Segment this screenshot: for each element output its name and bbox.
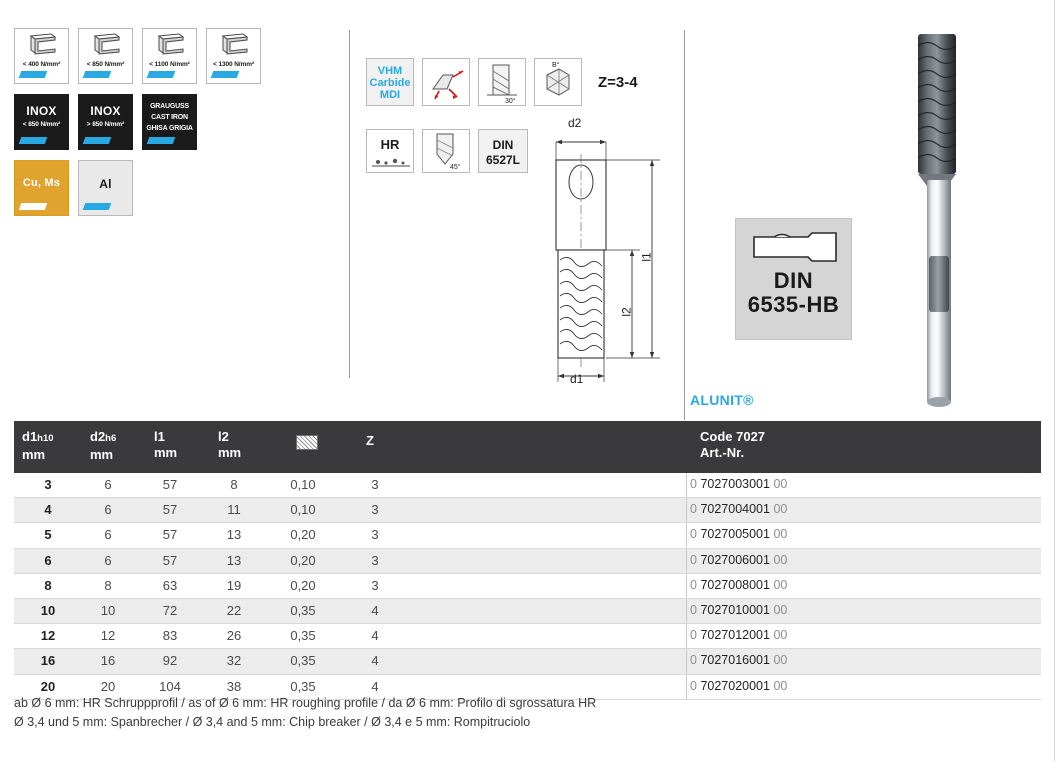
- cell-l1: 63: [162, 577, 178, 593]
- material-cell-al: [78, 160, 133, 216]
- spec-row-2: [366, 129, 528, 173]
- material-cell-inox-850-plus: [78, 94, 133, 150]
- cell-radius: 0,35: [290, 628, 316, 644]
- table-row[interactable]: [14, 498, 1041, 522]
- svg-text:B°: B°: [552, 62, 560, 69]
- cell-radius: 0,20: [290, 577, 316, 593]
- product-table: [14, 421, 1041, 700]
- material-line-2: CAST IRON: [151, 114, 188, 121]
- cell-l1: 57: [162, 552, 178, 568]
- cell-l2: 11: [227, 502, 241, 518]
- cell-z: 4: [371, 678, 379, 694]
- cell-d2: 20: [100, 678, 116, 694]
- dim-label-d2: d2: [568, 116, 582, 130]
- coating-label: ALUNIT®: [690, 392, 754, 408]
- cell-l1: 72: [162, 602, 178, 618]
- spec-din-line1: DIN: [492, 138, 514, 152]
- article-prefix: 0: [690, 552, 701, 567]
- flute-count-label: Z=3-4: [598, 73, 638, 91]
- svg-text:30°: 30°: [505, 98, 516, 105]
- article-suffix: 00: [769, 527, 788, 542]
- cell-z: 4: [371, 628, 379, 644]
- column-divider-left: [349, 30, 350, 378]
- article-main: 7027006001: [700, 552, 770, 567]
- article-prefix: 0: [690, 628, 701, 643]
- cell-z: 3: [371, 527, 379, 543]
- cell-z: 4: [371, 602, 379, 618]
- material-title: INOX: [90, 104, 121, 118]
- material-label: < 400 N/mm²: [22, 61, 61, 68]
- article-prefix: 0: [690, 678, 701, 693]
- row-divider: [686, 523, 687, 547]
- helix-angle-icon: [479, 59, 525, 105]
- cell-d1: 16: [40, 653, 56, 669]
- article-prefix: 0: [690, 602, 701, 617]
- cell-l1: 104: [159, 678, 181, 694]
- footnote-line-1: ab Ø 6 mm: HR Schruppprofil / as of Ø 6 mm: HR roughing profile / da Ø 6 mm: Profilo di sgrossatura HR: [14, 696, 597, 710]
- spec-hr-box: [366, 129, 414, 173]
- article-main: 7027012001: [700, 628, 770, 643]
- row-divider: [686, 574, 687, 598]
- cell-l2: 13: [226, 527, 242, 543]
- material-label: < 850 N/mm²: [22, 121, 61, 128]
- cell-radius: 0,20: [290, 552, 316, 568]
- material-bar: [19, 137, 48, 144]
- footnotes: [14, 694, 596, 732]
- table-row[interactable]: [14, 649, 1041, 673]
- footnote-line-2: Ø 3,4 und 5 mm: Spanbrecher / Ø 3,4 and 5 mm: Chip breaker / Ø 3,4 e 5 mm: Rompitruciolo: [14, 715, 531, 729]
- cell-l2: 22: [226, 602, 242, 618]
- header-code: Code 7027 Art.-Nr.: [700, 429, 766, 460]
- article-suffix: 00: [769, 602, 788, 617]
- cell-d1: 10: [40, 602, 56, 618]
- cell-l2: 26: [226, 628, 242, 644]
- spec-row-1: [366, 58, 638, 106]
- spec-carbide-line1: VHM: [377, 65, 403, 77]
- header-l1: l1 mm: [154, 429, 178, 460]
- cell-z: 3: [371, 477, 379, 492]
- article-suffix: 00: [769, 653, 788, 668]
- cell-d2: 6: [104, 552, 112, 568]
- article-main: 7027016001: [700, 653, 770, 668]
- cell-article-number[interactable]: [690, 477, 787, 491]
- spec-corner-icon-box: [534, 58, 582, 106]
- cell-z: 4: [371, 653, 379, 669]
- spec-din-line2: 6527L: [485, 153, 521, 167]
- material-row-3: [14, 160, 261, 216]
- cell-l2: 38: [226, 678, 242, 694]
- table-row[interactable]: [14, 523, 1041, 547]
- cell-d1: 6: [44, 552, 52, 568]
- cell-d1: 12: [40, 628, 56, 644]
- material-cell-inox-850: [14, 94, 69, 150]
- table-row[interactable]: [14, 574, 1041, 598]
- article-prefix: 0: [690, 502, 701, 517]
- chip-flow-icon: [423, 59, 469, 105]
- material-bar: [211, 71, 240, 78]
- din-shank-block: [735, 218, 852, 340]
- cell-d2: 10: [100, 602, 116, 618]
- cell-article-number[interactable]: [690, 628, 787, 642]
- material-label: < 1100 N/mm²: [149, 61, 190, 68]
- material-line-3: GHISA GRIGIA: [146, 125, 193, 132]
- material-cell-beam-400: [14, 28, 69, 84]
- table-header-row: [14, 421, 1041, 473]
- cell-d1: 8: [44, 577, 52, 593]
- cell-l1: 57: [162, 502, 178, 518]
- article-main: 7027003001: [700, 477, 770, 491]
- cell-radius: 0,35: [290, 602, 316, 618]
- spec-carbide-line2: Carbide: [369, 77, 411, 89]
- cell-article-number[interactable]: [690, 603, 787, 617]
- cell-d2: 8: [104, 577, 112, 593]
- cell-article-number[interactable]: [690, 679, 787, 693]
- weldon-shank-icon: [752, 231, 838, 265]
- cell-d2: 12: [100, 628, 116, 644]
- article-prefix: 0: [690, 527, 701, 542]
- article-suffix: 00: [769, 577, 788, 592]
- cell-d1: 3: [44, 477, 52, 492]
- cell-z: 3: [371, 577, 379, 593]
- cell-d1: 5: [44, 527, 52, 543]
- technical-drawing: [520, 116, 680, 405]
- cell-article-number[interactable]: [690, 578, 787, 592]
- article-suffix: 00: [769, 552, 788, 567]
- dim-label-l1: l1: [639, 252, 654, 262]
- material-label: < 1300 N/mm²: [213, 61, 254, 68]
- row-divider: [686, 624, 687, 648]
- material-title: INOX: [26, 104, 57, 118]
- table-body: [14, 473, 1041, 700]
- cell-l2: 32: [226, 653, 242, 669]
- header-l2: l2 mm: [218, 429, 242, 460]
- hatch-icon: [296, 435, 318, 450]
- beam-icon: [219, 33, 249, 57]
- material-row-1: [14, 28, 261, 84]
- din-block-line1: DIN: [773, 268, 814, 293]
- cell-z: 3: [371, 502, 379, 518]
- material-bar: [147, 137, 176, 144]
- material-icon-group: [14, 28, 261, 226]
- material-title: Cu, Ms: [22, 177, 61, 189]
- material-bar: [83, 137, 112, 144]
- cell-d2: 6: [104, 477, 112, 492]
- row-divider: [686, 649, 687, 673]
- article-main: 7027004001: [700, 502, 770, 517]
- row-divider: [686, 549, 687, 573]
- material-label: > 850 N/mm²: [86, 121, 125, 128]
- material-label: < 850 N/mm²: [86, 61, 125, 68]
- cell-z: 3: [371, 552, 379, 568]
- cell-d2: 6: [104, 527, 112, 543]
- material-cell-beam-1100: [142, 28, 197, 84]
- cell-radius: 0,35: [290, 653, 316, 669]
- cell-l1: 92: [162, 653, 178, 669]
- cell-article-number[interactable]: [690, 553, 787, 567]
- article-suffix: 00: [769, 477, 788, 491]
- spec-carbide-line3: MDI: [379, 89, 401, 101]
- column-divider-right: [684, 30, 685, 420]
- table-row[interactable]: [14, 624, 1041, 648]
- material-bar: [83, 71, 112, 78]
- dim-label-l2: l2: [619, 307, 634, 317]
- material-bar: [147, 71, 176, 78]
- cell-l2: 8: [230, 477, 238, 492]
- article-prefix: 0: [690, 577, 701, 592]
- article-main: 7027010001: [700, 602, 770, 617]
- material-bar: [19, 71, 48, 78]
- header-d1: d1h10 mm: [22, 429, 54, 462]
- article-main: 7027020001: [700, 678, 770, 693]
- spec-point-angle-box: [422, 129, 470, 173]
- material-bar: [83, 203, 112, 210]
- spec-roughing-icon-box: [422, 58, 470, 106]
- row-divider: [686, 473, 687, 497]
- tool-photo: [905, 30, 975, 410]
- cell-d1: 20: [40, 678, 56, 694]
- cell-d2: 6: [104, 502, 112, 518]
- header-d2: d2h6 mm: [90, 429, 117, 462]
- cell-l1: 57: [162, 527, 178, 543]
- header-surface-icon: [296, 435, 318, 450]
- cell-l2: 13: [226, 552, 242, 568]
- material-bar: [19, 203, 48, 210]
- row-divider: [686, 498, 687, 522]
- material-cell-cast-iron: [142, 94, 197, 150]
- cell-article-number[interactable]: [690, 527, 787, 541]
- beam-icon: [155, 33, 185, 57]
- cell-l1: 83: [162, 628, 178, 644]
- cell-radius: 0,10: [290, 502, 316, 518]
- table-row[interactable]: [14, 549, 1041, 573]
- cell-radius: 0,20: [290, 527, 316, 543]
- cell-article-number[interactable]: [690, 653, 787, 667]
- material-row-2: [14, 94, 261, 150]
- din-block-line2: 6535-HB: [747, 292, 840, 317]
- material-cell-cu-ms: [14, 160, 69, 216]
- material-cell-beam-1300: [206, 28, 261, 84]
- cell-d2: 16: [100, 653, 116, 669]
- article-suffix: 00: [769, 678, 788, 693]
- header-z: Z: [366, 433, 374, 448]
- svg-text:45°: 45°: [450, 164, 461, 171]
- spec-hr-label: HR: [380, 137, 400, 152]
- cell-l1: 57: [162, 477, 178, 492]
- spec-helix-icon-box: [478, 58, 526, 106]
- cell-d1: 4: [44, 502, 52, 518]
- cell-radius: 0,35: [290, 678, 316, 694]
- article-suffix: 00: [769, 628, 788, 643]
- point-angle-icon: [423, 130, 469, 172]
- material-line-1: GRAUGUSS: [150, 103, 189, 110]
- beam-icon: [27, 33, 57, 57]
- chip-break-icon: [368, 152, 414, 170]
- material-title: Al: [99, 177, 112, 191]
- spec-carbide-box: [366, 58, 414, 106]
- dim-label-d1: d1: [570, 372, 584, 386]
- article-main: 7027008001: [700, 577, 770, 592]
- cell-radius: 0,10: [290, 477, 316, 492]
- article-suffix: 00: [769, 502, 788, 517]
- material-cell-beam-850: [78, 28, 133, 84]
- row-divider: [686, 599, 687, 623]
- table-row[interactable]: [14, 599, 1041, 623]
- article-main: 7027005001: [700, 527, 770, 542]
- table-row[interactable]: [14, 473, 1041, 497]
- cell-l2: 19: [226, 577, 242, 593]
- corner-chamfer-icon: [535, 59, 581, 105]
- beam-icon: [91, 33, 121, 57]
- article-prefix: 0: [690, 477, 701, 491]
- row-divider: [686, 675, 687, 699]
- cell-article-number[interactable]: [690, 502, 787, 516]
- article-prefix: 0: [690, 653, 701, 668]
